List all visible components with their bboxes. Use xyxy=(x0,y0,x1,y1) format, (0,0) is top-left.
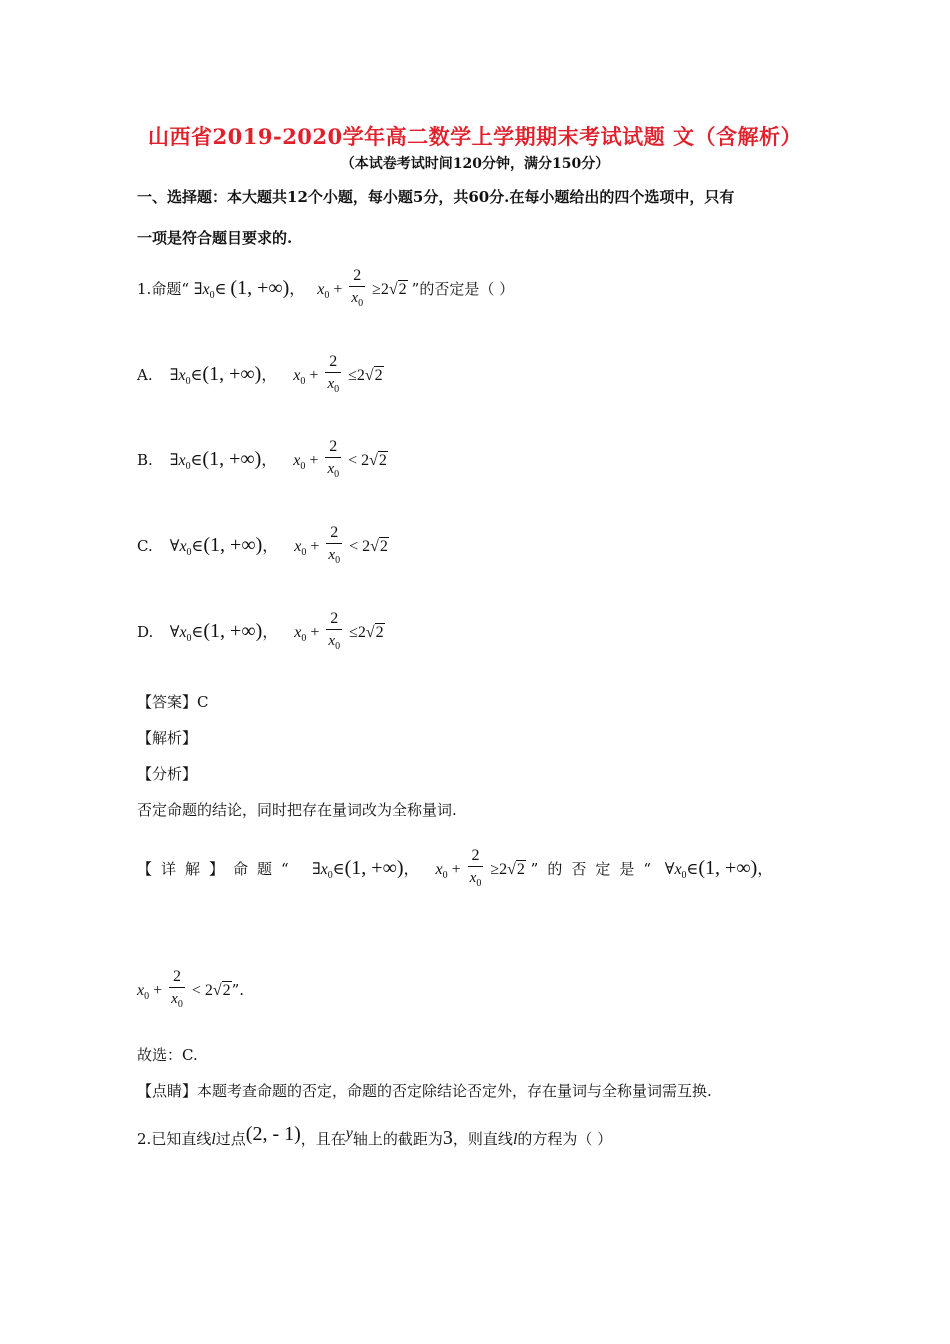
option-c[interactable]: C. $\forall x_0\in(1$, +∞)， $x_0$ + $\frac{2}{x_0}$ < 2√2 xyxy=(137,523,388,566)
jiexi-heading: 【解析】 xyxy=(137,729,198,747)
section-heading-line1: 一、选择题：本大题共12个小题，每小题5分，共60分.在每小题给出的四个选项中，只有 xyxy=(137,188,735,206)
math-expression: $\exists x_0\in$ (1, +∞)， $x_0$ + $\frac{2}{x_0}$ ≥2√2 xyxy=(194,281,412,298)
detail-line-2: $x_0$ + $\frac{2}{x_0}$ < 2√2”. xyxy=(137,967,245,1010)
document-subtitle: （本试卷考试时间120分钟，满分150分） xyxy=(340,156,610,172)
question-1-stem xyxy=(137,260,514,324)
option-b[interactable]: B. $\exists x_0\in(1$, +∞)， $x_0$ + $\frac{2}{x_0}$ < 2√2 xyxy=(137,437,387,480)
option-d[interactable]: D. $\forall x_0\in(1$, +∞)， $x_0$ + $\frac{2}{x_0}$ ≤2√2 xyxy=(137,609,384,652)
question-number: 1. xyxy=(137,280,152,298)
dianjing: 【点睛】本题考查命题的否定，命题的否定除结论否定外，存在量词与全称量词需互换. xyxy=(137,1082,712,1100)
section-heading-line2: 一项是符合题目要求的. xyxy=(137,229,293,247)
stem-suffix: ”的否定是（ ） xyxy=(411,280,515,298)
detail-line-1: 【详解】命题“ $\exists x_0\in(1$, +∞)， $x_0$ + $\frac{2}{x_0}$ ≥2√2 ”的否定是“ $\forall x_0\in(1$, +∞)， xyxy=(137,846,774,889)
fraction: $\frac{2}{x_0}$ xyxy=(351,266,364,309)
question-2-stem: 2.已知直线l过点(2, - 1)，且在y轴上的截距为3，则直线l的方程为（ ） xyxy=(137,1123,613,1149)
conclusion: 故选：C. xyxy=(137,1046,198,1064)
document-title: 山西省2019-2020学年高二数学上学期期末考试试题 文（含解析） xyxy=(148,124,802,149)
fenxi-text: 否定命题的结论，同时把存在量词改为全称量词. xyxy=(137,801,457,819)
question-number: 2. xyxy=(137,1130,152,1148)
fenxi-heading: 【分析】 xyxy=(137,765,198,783)
option-a[interactable]: A. $\exists x_0\in(1$, +∞)， $x_0$ + $\frac{2}{x_0}$ ≤2√2 xyxy=(137,352,383,395)
stem-prefix: 命题“ xyxy=(151,280,189,298)
answer-line: 【答案】C xyxy=(137,693,209,711)
square-root: √2 xyxy=(388,281,407,298)
